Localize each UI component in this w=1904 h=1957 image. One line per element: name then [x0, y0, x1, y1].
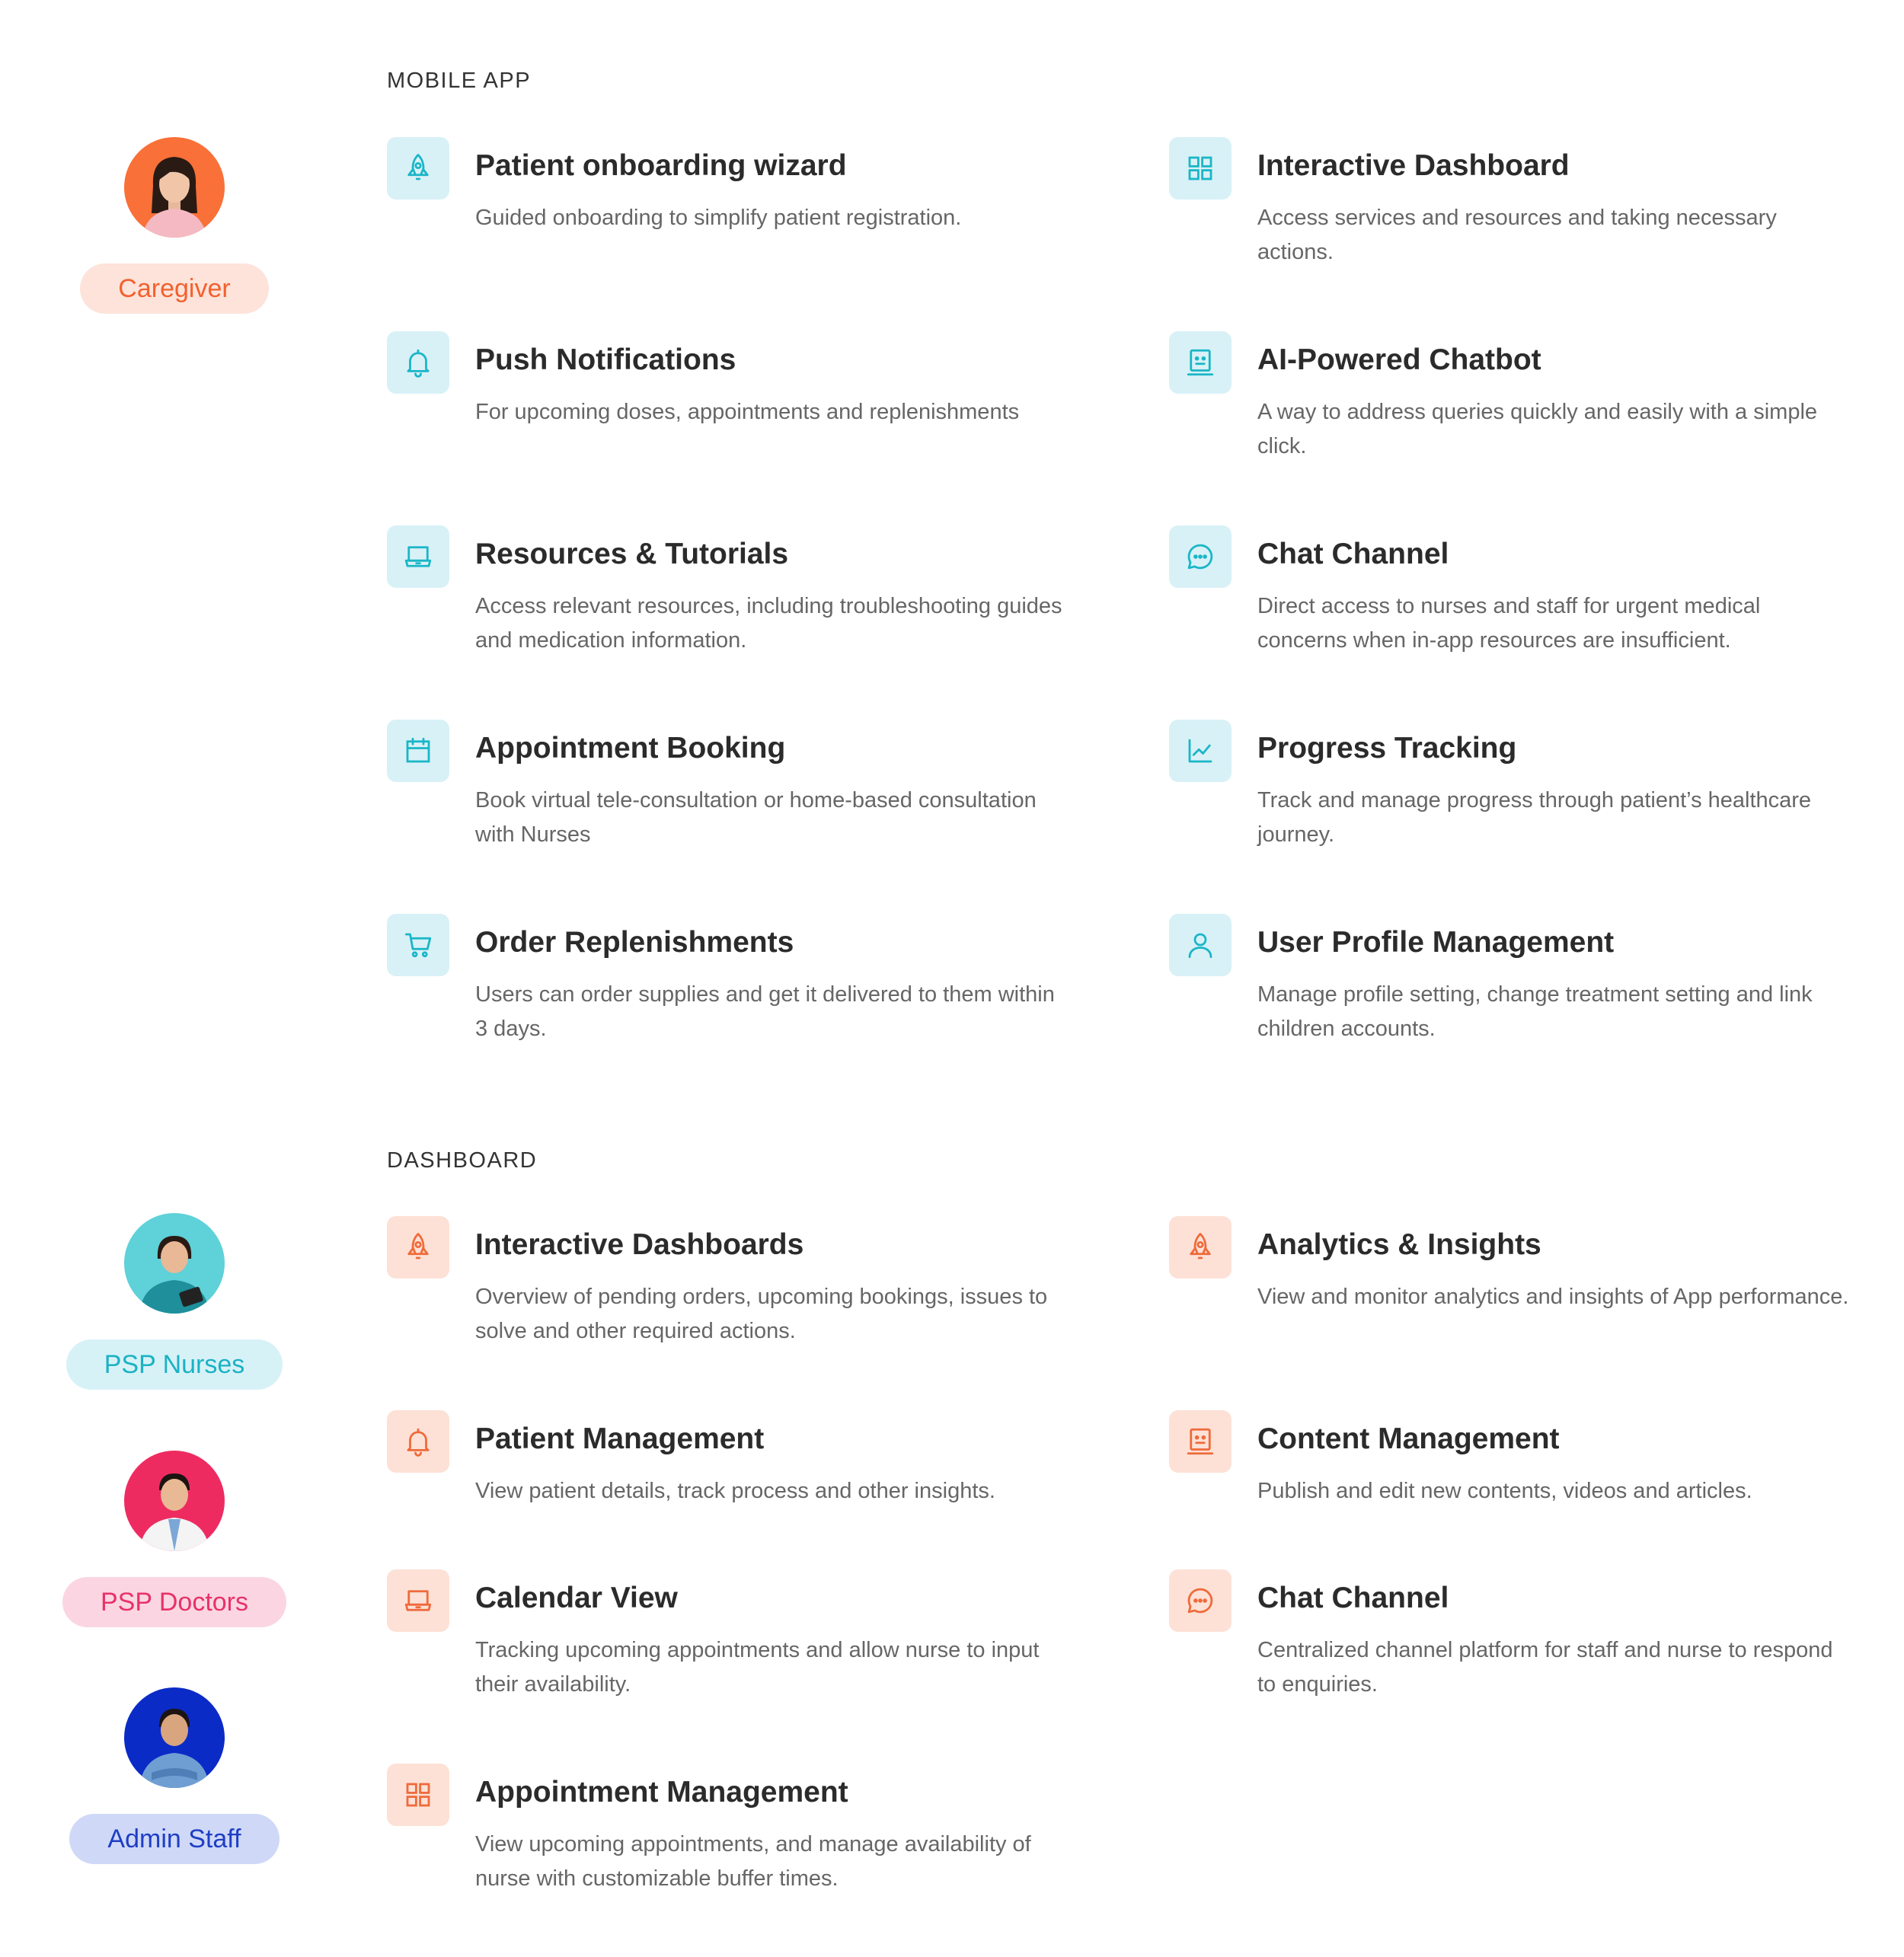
rocket-icon — [1184, 1231, 1216, 1263]
bell-icon — [402, 1425, 434, 1457]
user-icon — [1184, 929, 1216, 961]
feature-title: Progress Tracking — [1257, 732, 1517, 765]
chat-icon — [1184, 1585, 1216, 1617]
feature-description: Manage profile setting, change treatment setting and link children accounts. — [1257, 982, 1813, 1041]
feature-title: Content Management — [1257, 1422, 1560, 1455]
feature-icon-box — [1169, 1410, 1232, 1473]
feature-title: Push Notifications — [475, 343, 736, 376]
cart-icon — [402, 929, 434, 961]
section-label-mobile-app: MOBILE APP — [387, 69, 532, 93]
feature-title: Chat Channel — [1257, 538, 1449, 570]
feature-title: Appointment Booking — [475, 732, 786, 765]
feature-title: Interactive Dashboard — [1257, 149, 1570, 182]
avatar — [124, 1687, 225, 1788]
persona-psp-doctors — [60, 1451, 289, 1627]
feature-icon-box — [387, 914, 449, 976]
persona-caregiver — [60, 137, 289, 314]
feature-icon-box — [387, 1410, 449, 1473]
feature-description: Guided onboarding to simplify patient registration. — [475, 206, 962, 230]
feature-description: Overview of pending orders, upcoming bookings, issues to solve and other required actions. — [475, 1285, 1048, 1343]
feature-description: Centralized channel platform for staff and nurse to respond to enquiries. — [1257, 1638, 1833, 1697]
feature-title: User Profile Management — [1257, 926, 1615, 959]
avatar — [124, 1213, 225, 1314]
persona-pill-psp-doctors: PSP Doctors — [62, 1577, 286, 1627]
persona-psp-nurses — [60, 1213, 289, 1390]
feature-title: Order Replenishments — [475, 926, 794, 959]
chart-icon — [1184, 735, 1216, 767]
nurse-avatar-icon — [124, 1213, 225, 1314]
laptop-icon — [402, 541, 434, 573]
feature-description: Direct access to nurses and staff for urgent medical concerns when in-app resources are insufficient. — [1257, 594, 1761, 653]
persona-pill-admin-staff: Admin Staff — [69, 1814, 279, 1864]
feature-icon-box — [1169, 525, 1232, 588]
feature-description: Book virtual tele-consultation or home-based consultation with Nurses — [475, 788, 1037, 847]
admin-avatar-icon — [124, 1687, 225, 1788]
chat-icon — [1184, 541, 1216, 573]
feature-title: Chat Channel — [1257, 1582, 1449, 1614]
feature-title: Patient onboarding wizard — [475, 149, 847, 182]
feature-description: Access services and resources and taking necessary actions. — [1257, 206, 1777, 264]
feature-title: Interactive Dashboards — [475, 1228, 804, 1261]
feature-title: Resources & Tutorials — [475, 538, 789, 570]
feature-description: Track and manage progress through patient’s healthcare journey. — [1257, 788, 1812, 847]
feature-icon-box — [387, 720, 449, 782]
laptop-icon — [402, 1585, 434, 1617]
feature-description: For upcoming doses, appointments and replenishments — [475, 400, 1020, 424]
feature-description: View and monitor analytics and insights of App performance. — [1257, 1285, 1849, 1309]
rocket-icon — [402, 152, 434, 184]
bell-icon — [402, 346, 434, 378]
feature-description: Publish and edit new contents, videos and articles. — [1257, 1479, 1752, 1503]
feature-icon-box — [387, 525, 449, 588]
avatar — [124, 137, 225, 238]
feature-title: Calendar View — [475, 1582, 678, 1614]
feature-icon-box — [1169, 914, 1232, 976]
grid-icon — [1184, 152, 1216, 184]
rocket-icon — [402, 1231, 434, 1263]
grid-icon — [402, 1779, 434, 1811]
feature-icon-box — [387, 331, 449, 394]
feature-icon-box — [387, 137, 449, 200]
feature-title: Analytics & Insights — [1257, 1228, 1541, 1261]
feature-icon-box — [1169, 137, 1232, 200]
feature-description: A way to address queries quickly and easily with a simple click. — [1257, 400, 1818, 458]
feature-icon-box — [1169, 331, 1232, 394]
feature-title: Appointment Management — [475, 1776, 848, 1809]
robot-icon — [1184, 346, 1216, 378]
persona-pill-caregiver: Caregiver — [80, 263, 268, 314]
robot-icon — [1184, 1425, 1216, 1457]
calendar-icon — [402, 735, 434, 767]
doctor-avatar-icon — [124, 1451, 225, 1551]
feature-description: Tracking upcoming appointments and allow nurse to input their availability. — [475, 1638, 1040, 1697]
feature-description: View upcoming appointments, and manage availability of nurse with customizable buffer times. — [475, 1832, 1031, 1891]
caregiver-avatar-icon — [124, 137, 225, 238]
feature-icon-box — [1169, 1569, 1232, 1632]
feature-description: Access relevant resources, including troubleshooting guides and medication information. — [475, 594, 1062, 653]
feature-description: View patient details, track process and other insights. — [475, 1479, 995, 1503]
persona-pill-psp-nurses: PSP Nurses — [66, 1339, 283, 1390]
section-label-dashboard: DASHBOARD — [387, 1148, 538, 1173]
feature-title: Patient Management — [475, 1422, 765, 1455]
feature-title: AI-Powered Chatbot — [1257, 343, 1541, 376]
feature-icon-box — [387, 1216, 449, 1279]
avatar — [124, 1451, 225, 1551]
feature-icon-box — [387, 1764, 449, 1826]
feature-icon-box — [1169, 1216, 1232, 1279]
feature-icon-box — [387, 1569, 449, 1632]
feature-description: Users can order supplies and get it delivered to them within 3 days. — [475, 982, 1055, 1041]
feature-icon-box — [1169, 720, 1232, 782]
persona-admin-staff — [60, 1687, 289, 1864]
